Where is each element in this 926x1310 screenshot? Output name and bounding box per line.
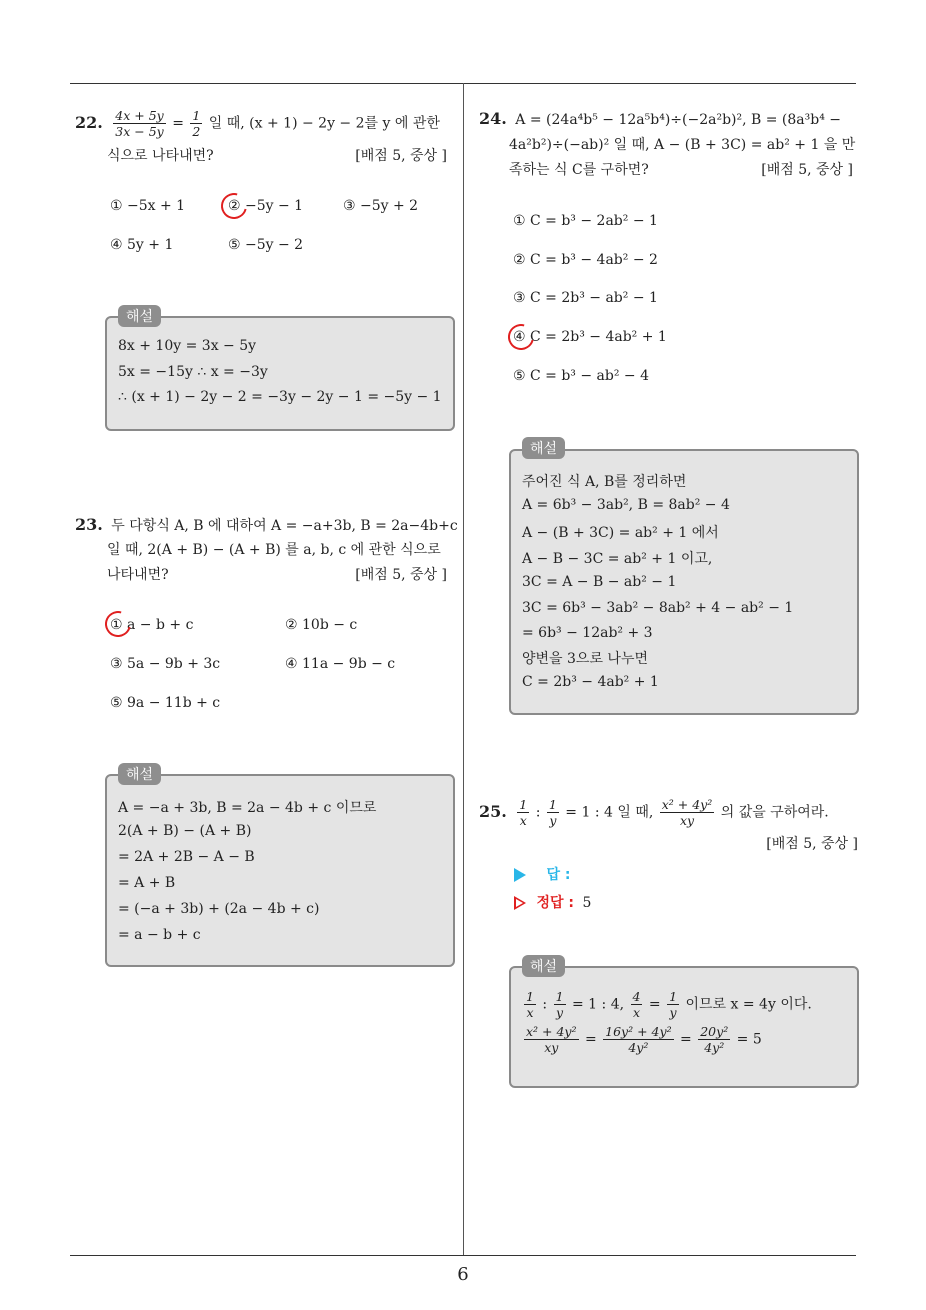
option-1[interactable]: ① a − b + c bbox=[110, 617, 194, 633]
solution-line: 양변을 3으로 나누면 bbox=[522, 651, 648, 667]
fraction: $\frac{1}{2}$ bbox=[192, 108, 201, 139]
question-22-line2 bbox=[107, 143, 447, 169]
question-24-line3 bbox=[509, 157, 853, 183]
solution-line: $\frac{1}{x}$ : $\frac{1}{y}$ = 1 : 4, $\frac{4}{x}$ = $\frac{1}{y}$ 이므로 x = 4y 이다. bbox=[526, 989, 812, 1020]
solution-line: 3C = 6b³ − 3ab² − 8ab² + 4 − ab² − 1 bbox=[522, 600, 794, 616]
solution-line: A = −a + 3b, B = 2a − 4b + c 이므로 bbox=[118, 800, 377, 816]
question-text: 두 다항식 A, B 에 대하여 A = −a+3b, B = 2a−4b+c bbox=[111, 518, 458, 534]
question-23-line2 bbox=[107, 537, 457, 563]
question-24-line2 bbox=[509, 132, 859, 158]
question-number: 22. bbox=[75, 112, 103, 132]
question-number: 23. bbox=[75, 515, 103, 534]
option-1[interactable]: ① −5x + 1 bbox=[110, 198, 186, 214]
column-divider bbox=[463, 83, 464, 1256]
fraction: $\frac{\text{x² + 4y²}}{xy}$ bbox=[661, 797, 713, 828]
option-4[interactable]: ④ 11a − 9b − c bbox=[285, 656, 396, 672]
points-label: [배점 5, 중상 ] bbox=[761, 162, 853, 178]
option-5[interactable]: ⑤ 9a − 11b + c bbox=[110, 695, 221, 711]
question-23 bbox=[75, 512, 460, 539]
bottom-rule bbox=[70, 1255, 856, 1256]
solution-line: C = 2b³ − 4ab² + 1 bbox=[522, 674, 659, 690]
option-5[interactable]: ⑤ C = b³ − ab² − 4 bbox=[513, 368, 650, 384]
option-3[interactable]: ③ −5y + 2 bbox=[343, 198, 419, 214]
fraction: $\frac{4x + 5y}{3x - 5y}$ bbox=[115, 108, 164, 139]
answer-mark bbox=[216, 188, 252, 224]
solution-line: 주어진 식 A, B를 정리하면 bbox=[522, 474, 687, 490]
solution-line: = a − b + c bbox=[118, 927, 201, 943]
solution-line: 8x + 10y = 3x − 5y bbox=[118, 338, 257, 354]
solution-line: $\frac{\text{x² + 4y²}}{xy}$ = $\frac{\text{16y² + 4y²}}{\text{4y²}}$ = $\frac{\text{20y²}}{\text{4y²}}$ = 5 bbox=[526, 1024, 762, 1055]
question-25: 25. $\frac{1}{x}$ : $\frac{1}{y}$ = 1 : 4 일 때, $\frac{\text{x² + 4y²}}{xy}$ 의 값을 구하여라. bbox=[479, 797, 829, 828]
question-text: 족하는 식 C를 구하면? bbox=[509, 162, 649, 178]
fraction: $\frac{1}{y}$ bbox=[548, 797, 557, 828]
play-icon bbox=[514, 868, 526, 882]
solution-line: 3C = A − B − ab² − 1 bbox=[522, 574, 677, 590]
solution-line: A = 6b³ − 3ab², B = 8ab² − 4 bbox=[522, 497, 730, 513]
solution-line: ∴ (x + 1) − 2y − 2 = −3y − 2y − 1 = −5y − 1 bbox=[118, 389, 442, 405]
option-4[interactable]: ④ C = 2b³ − 4ab² + 1 bbox=[513, 329, 667, 345]
question-text: A = (24a⁴b⁵ − 12a⁵b⁴)÷(−2a²b)², B = (8a³b⁴ − bbox=[515, 112, 842, 128]
solution-line: = 2A + 2B − A − B bbox=[118, 849, 255, 865]
correct-answer-value: 5 bbox=[582, 895, 592, 911]
solution-tag: 해설 bbox=[118, 305, 161, 327]
solution-line: 2(A + B) − (A + B) bbox=[118, 823, 252, 839]
question-number: 25. bbox=[479, 801, 507, 821]
points-row bbox=[700, 831, 858, 857]
answer-mark bbox=[503, 319, 539, 355]
question-24 bbox=[479, 106, 864, 133]
points-label: [배점 5, 중상 ] bbox=[355, 567, 447, 583]
solution-tag: 해설 bbox=[522, 437, 565, 459]
option-3[interactable]: ③ 5a − 9b + 3c bbox=[110, 656, 221, 672]
points-label: [배점 5, 중상 ] bbox=[355, 148, 447, 164]
fraction: $\frac{1}{x}$ bbox=[519, 797, 528, 828]
solution-tag: 해설 bbox=[522, 955, 565, 977]
outline-play-icon bbox=[514, 896, 526, 910]
page-number: 6 bbox=[457, 1264, 469, 1285]
option-2[interactable]: ② 10b − c bbox=[285, 617, 358, 633]
question-text: 일 때, 2(A + B) − (A + B) 를 a, b, c 에 관한 식으로 bbox=[107, 542, 441, 558]
answer-mark bbox=[100, 606, 136, 642]
question-text: 일 때, (x + 1) − 2y − 2를 y 에 관한 bbox=[208, 115, 440, 132]
points-label: [배점 5, 중상 ] bbox=[766, 836, 858, 852]
question-text: 식으로 나타내면? bbox=[107, 148, 214, 164]
solution-line: 5x = −15y ∴ x = −3y bbox=[118, 364, 268, 380]
solution-line: = A + B bbox=[118, 875, 176, 891]
question-number: 24. bbox=[479, 109, 507, 128]
option-2[interactable]: ② C = b³ − 4ab² − 2 bbox=[513, 252, 658, 268]
option-4[interactable]: ④ 5y + 1 bbox=[110, 237, 174, 253]
answer-label: 답 : bbox=[546, 867, 571, 883]
solution-line: = (−a + 3b) + (2a − 4b + c) bbox=[118, 901, 320, 917]
solution-line: A − B − 3C = ab² + 1 이고, bbox=[522, 551, 713, 567]
correct-answer-row bbox=[514, 892, 591, 912]
answer-row bbox=[514, 864, 570, 884]
solution-tag: 해설 bbox=[118, 763, 161, 785]
question-text: = 1 : 4 일 때, bbox=[565, 804, 654, 821]
option-2[interactable]: ② −5y − 1 bbox=[228, 198, 304, 214]
question-text: 나타내면? bbox=[107, 567, 169, 583]
option-5[interactable]: ⑤ −5y − 2 bbox=[228, 237, 304, 253]
question-text: 4a²b²)÷(−ab)² 일 때, A − (B + 3C) = ab² + 1 을 만 bbox=[509, 137, 856, 153]
solution-line: A − (B + 3C) = ab² + 1 에서 bbox=[522, 525, 719, 541]
correct-answer-label: 정답 : bbox=[536, 895, 574, 911]
question-22: 22. $\frac{4x + 5y}{3x - 5y}$ = $\frac{1}{2}$ 일 때, (x + 1) − 2y − 2를 y 에 관한 bbox=[75, 108, 440, 139]
option-1[interactable]: ① C = b³ − 2ab² − 1 bbox=[513, 213, 658, 229]
question-text: 의 값을 구하여라. bbox=[720, 804, 829, 821]
solution-line: = 6b³ − 12ab² + 3 bbox=[522, 625, 653, 641]
question-23-line3 bbox=[107, 562, 447, 588]
option-3[interactable]: ③ C = 2b³ − ab² − 1 bbox=[513, 290, 658, 306]
